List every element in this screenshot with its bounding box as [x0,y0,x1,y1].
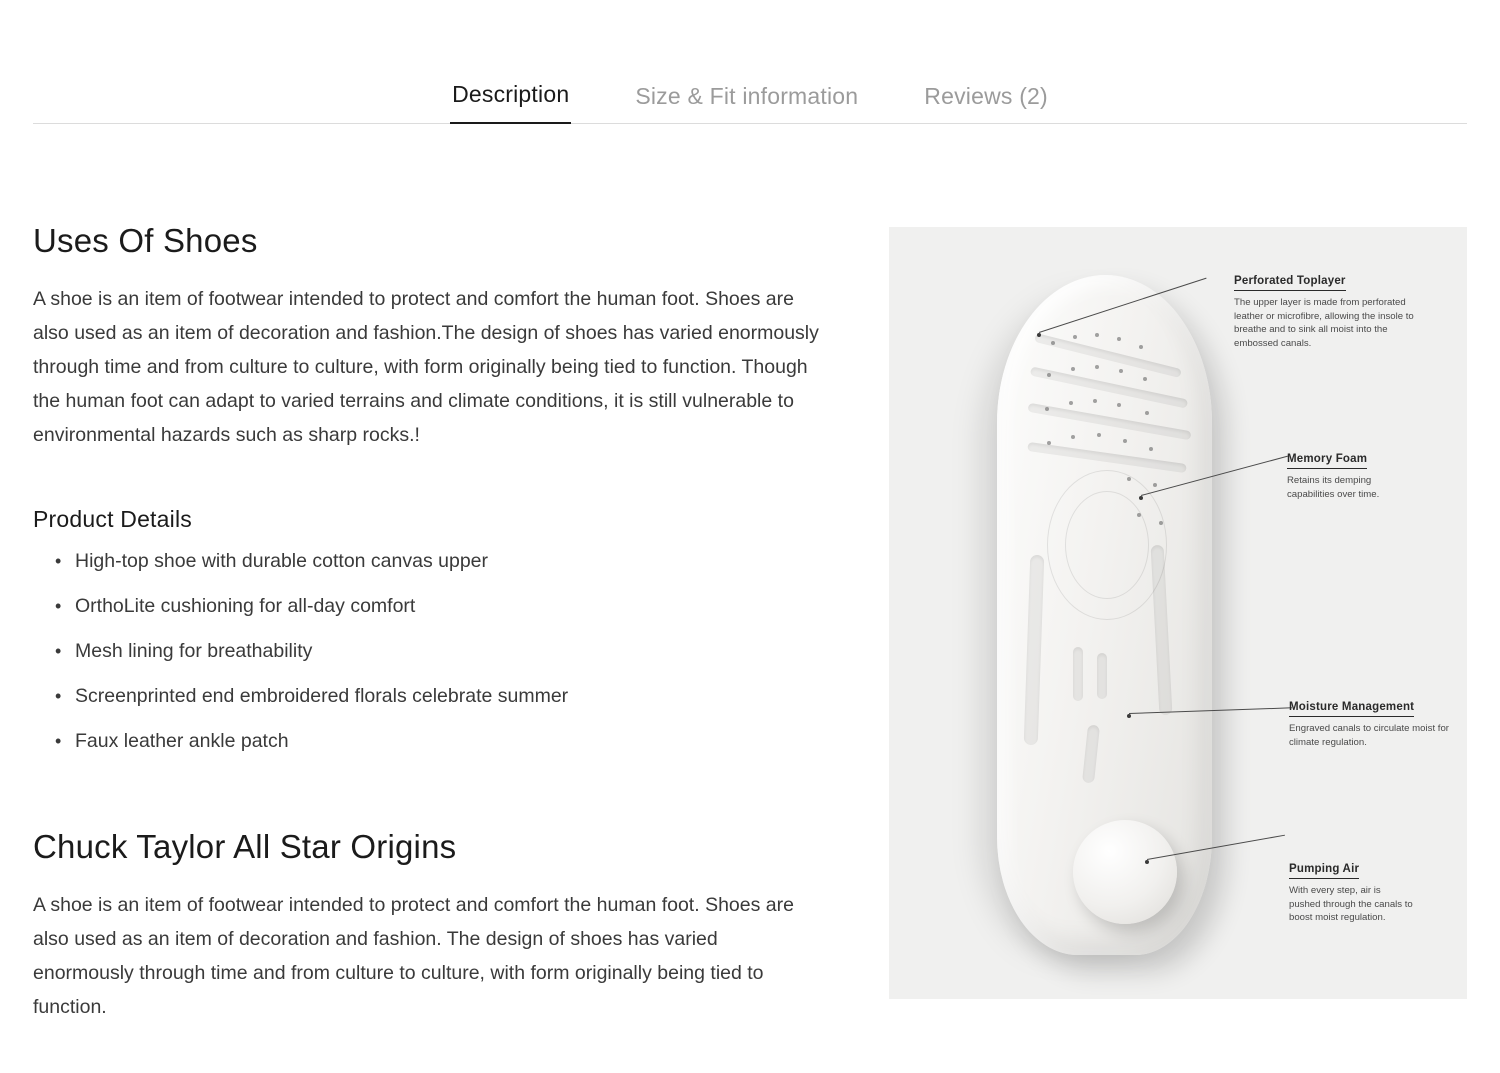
spacer [33,772,831,828]
list-item: • Screenprinted end embroidered florals celebrate summer [75,682,831,710]
callout-moisture-management [1289,697,1451,749]
description-text-column [33,124,861,1073]
perforation-dot [1047,373,1051,377]
product-details-list [33,547,831,755]
tab-description[interactable]: Description [450,81,571,124]
leader-dot [1139,496,1143,500]
tab-panel-description [0,124,1500,1073]
callout-pumping-air [1289,859,1413,925]
perforation-dot [1069,401,1073,405]
tab-reviews[interactable]: Reviews (2) [922,83,1050,124]
list-item: • Mesh lining for breathability [75,637,831,665]
description-image-column [861,124,1467,1073]
perforation-dot [1047,441,1051,445]
uses-of-shoes-heading: Uses Of Shoes [33,222,258,259]
tab-size-fit-information[interactable]: Size & Fit information [633,83,860,124]
callout-body: Retains its demping capabilities over time. [1287,475,1380,500]
tab-list [450,81,1050,124]
perforation-dot [1123,439,1127,443]
chuck-taylor-origins-heading: Chuck Taylor All Star Origins [33,828,457,865]
perforation-dot [1071,367,1075,371]
perforation-dot [1117,337,1121,341]
callout-title: Moisture Management [1289,701,1414,717]
insole-diagram-image [889,227,1467,999]
perforation-dot [1145,411,1149,415]
list-item: • OrthoLite cushioning for all-day comfort [75,592,831,620]
perforation-dot [1095,333,1099,337]
product-details-heading: Product Details [33,506,192,532]
canal-line [1073,647,1083,701]
leader-dot [1037,333,1041,337]
perforation-dot [1045,407,1049,411]
perforation-dot [1153,483,1157,487]
callout-perforated-toplayer [1234,271,1432,350]
perforation-dot [1117,403,1121,407]
chuck-taylor-origins-paragraph: A shoe is an item of footwear intended to protect and comfort the human foot. Shoes are also used as an item of decoration and fashion. The design of shoes has varied enormously through time and from culture to culture, with form originally being tied to function. [33,894,794,1018]
perforation-dot [1143,377,1147,381]
perforation-dot [1127,477,1131,481]
perforation-dot [1139,345,1143,349]
list-item: • High-top shoe with durable cotton canvas upper [75,547,831,575]
perforation-dot [1097,433,1101,437]
callout-title: Pumping Air [1289,863,1359,879]
callout-title: Memory Foam [1287,453,1367,469]
perforation-dot [1051,341,1055,345]
perforation-dot [1137,513,1141,517]
insole-illustration [977,255,1237,971]
perforation-dot [1095,365,1099,369]
perforation-dot [1073,335,1077,339]
perforation-dot [1119,369,1123,373]
heel-air-bubble [1073,820,1177,924]
callout-body: The upper layer is made from perforated leather or microfibre, allowing the insole to breathe and to sink all moist into the embossed canals. [1234,297,1414,349]
callout-memory-foam [1287,449,1417,501]
tab-bar [0,0,1500,124]
canal-line [1097,653,1107,699]
canal-arc [1065,491,1149,599]
perforation-dot [1149,447,1153,451]
leader-dot [1127,714,1131,718]
perforation-dot [1159,521,1163,525]
spacer [33,452,831,506]
perforation-dot [1071,435,1075,439]
callout-body: With every step, air is pushed through the canals to boost moist regulation. [1289,885,1413,923]
callout-title: Perforated Toplayer [1234,275,1346,291]
perforation-dot [1093,399,1097,403]
uses-of-shoes-paragraph: A shoe is an item of footwear intended to protect and comfort the human foot. Shoes are also used as an item of decoration and fashion.The design of shoes has varied enormously through time and from culture to culture, with form originally being tied to function. Though the human foot can adapt to varied terrains and climate conditions, it is still vulnerable to environmental hazards such as sharp rocks.! [33,288,819,446]
leader-dot [1145,860,1149,864]
callout-body: Engraved canals to circulate moist for climate regulation. [1289,723,1449,748]
list-item: • Faux leather ankle patch [75,727,831,755]
